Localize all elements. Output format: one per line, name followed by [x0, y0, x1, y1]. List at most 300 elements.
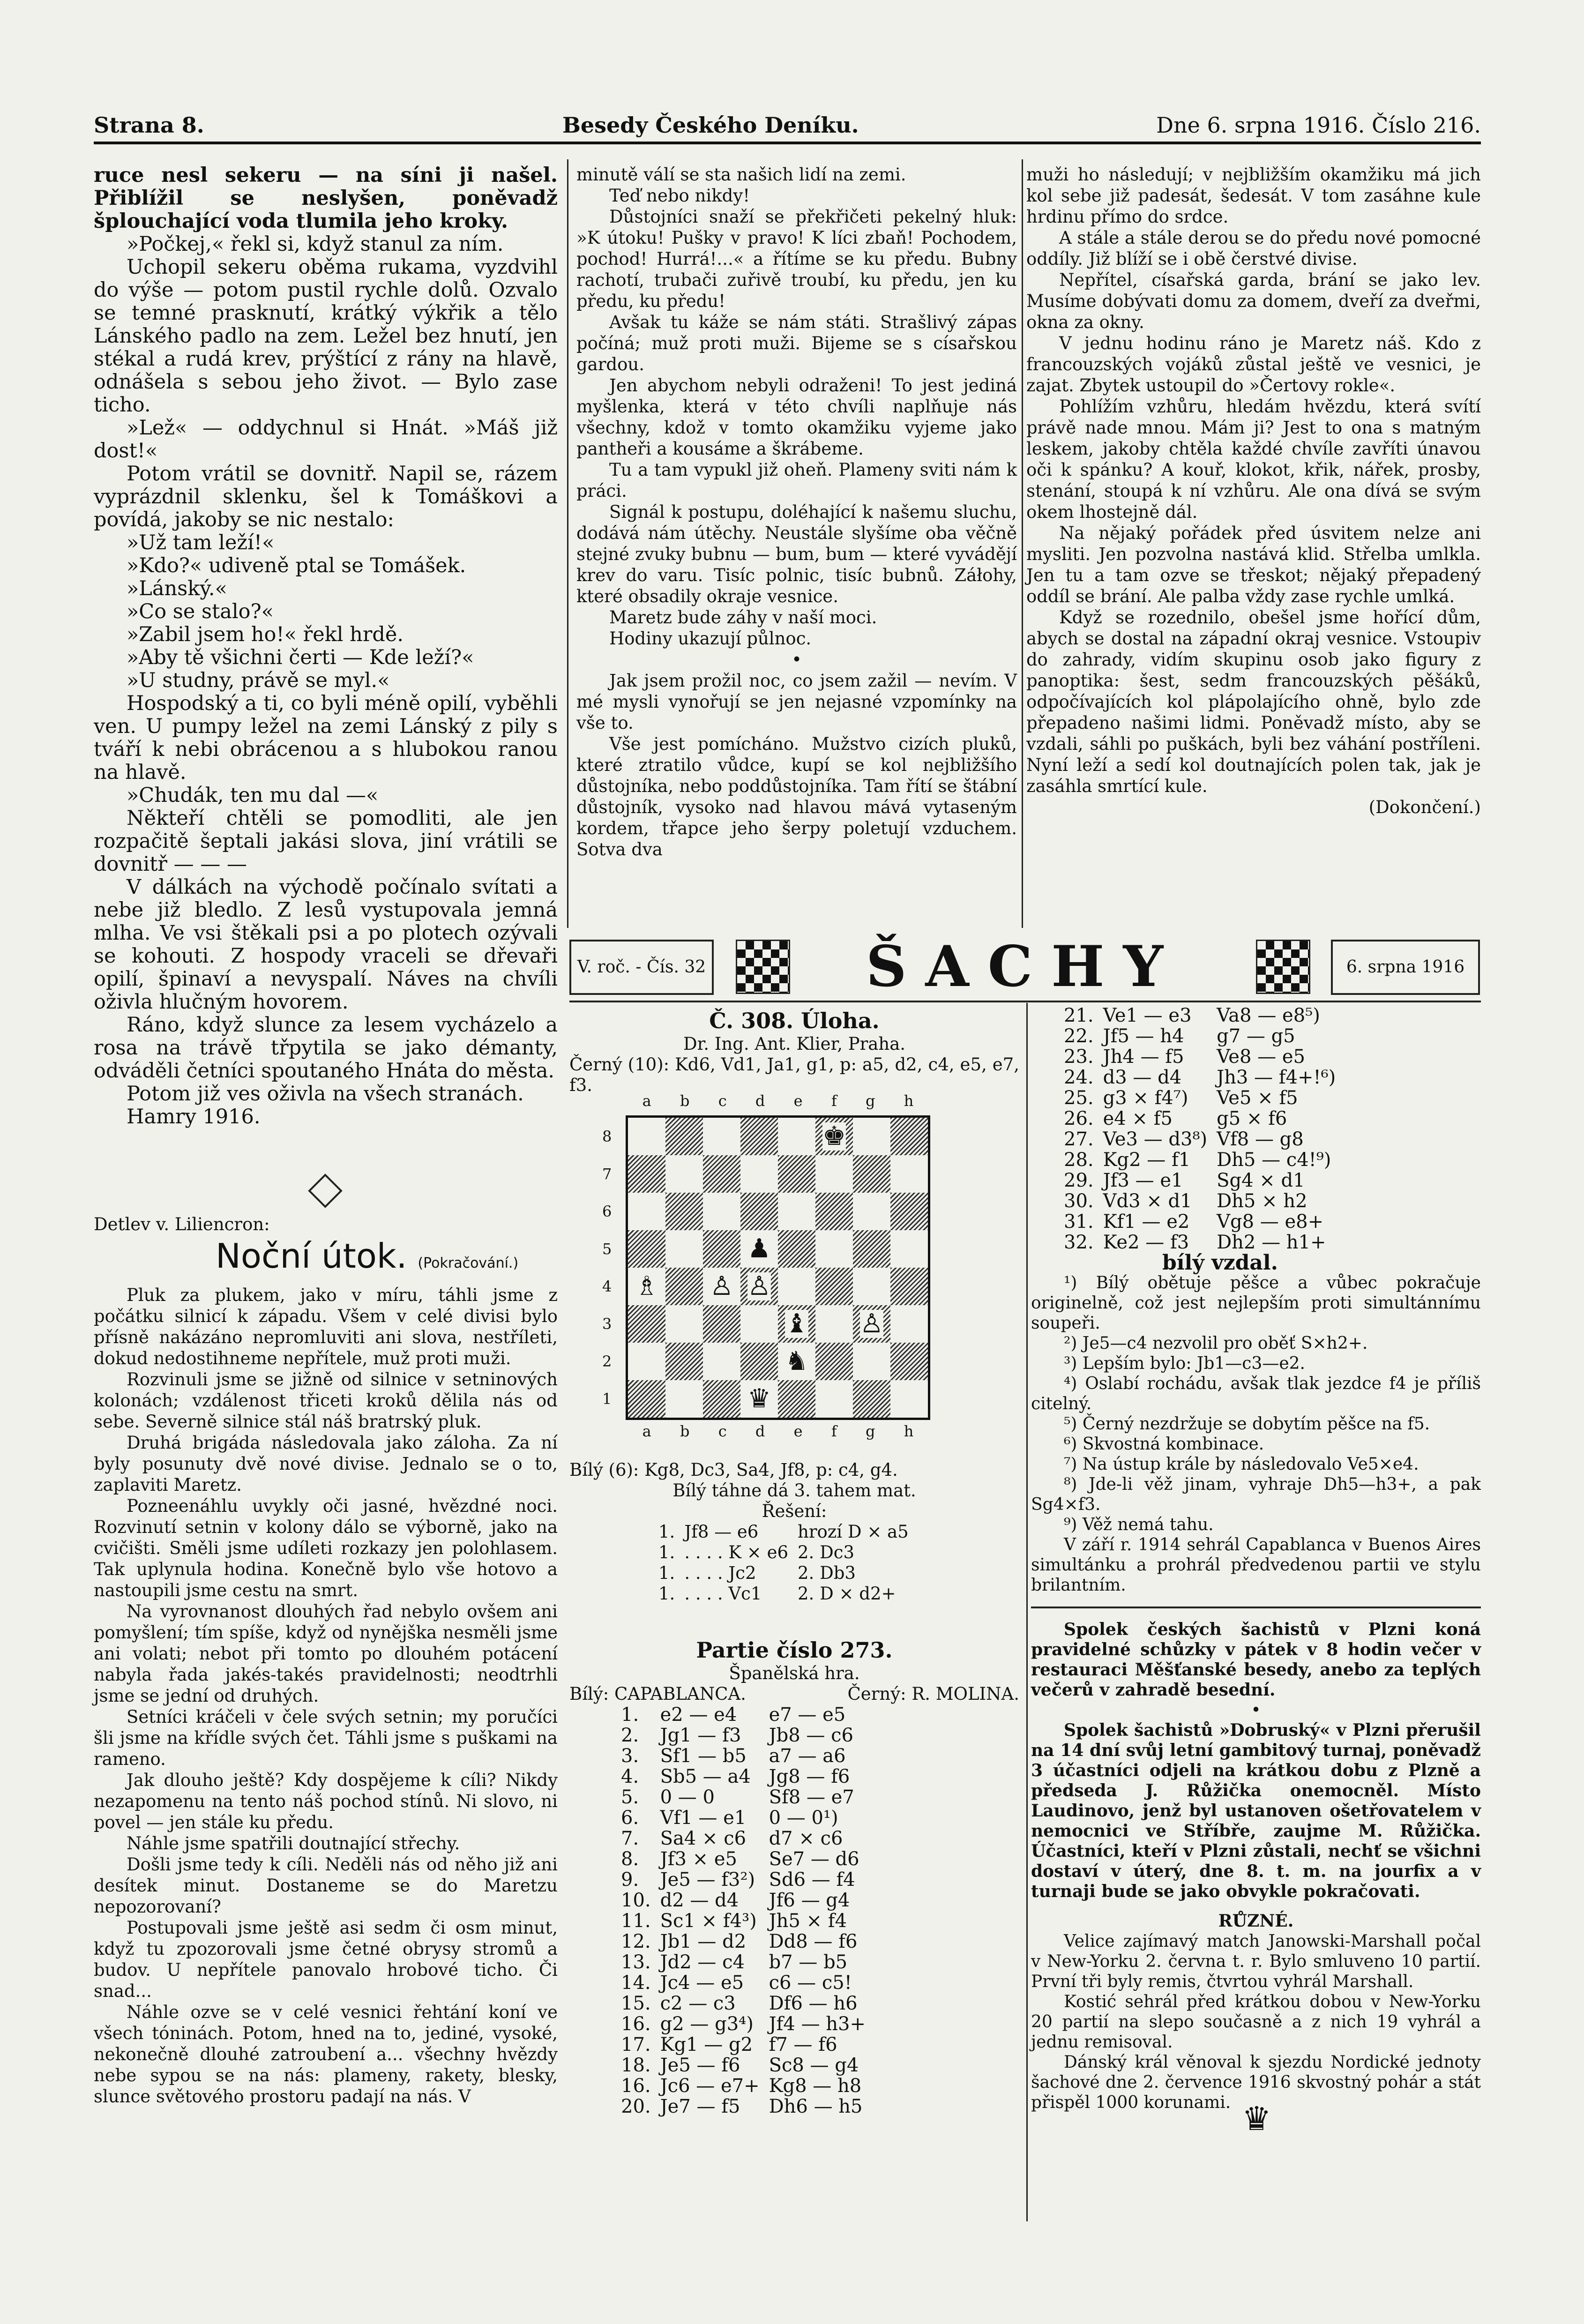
board-square: [628, 1193, 665, 1230]
paragraph: »Počkej,« řekl si, když stanul za ním.: [127, 232, 504, 256]
board-square: [628, 1305, 665, 1343]
move-cell: Jh4 — f5: [1103, 1046, 1184, 1068]
game-white-player: Bílý: CAPABLANCA.: [569, 1684, 746, 1704]
move-cell: 23.: [1064, 1046, 1094, 1068]
move-cell: 1.: [658, 1522, 675, 1542]
paragraph: »Co se stalo?«: [127, 600, 274, 623]
board-square: [853, 1118, 890, 1155]
chess-title: ŠACHY: [866, 934, 1182, 1000]
move-row: [1059, 1067, 1340, 1088]
move-cell: e7 — e5: [769, 1704, 846, 1726]
board-square: [890, 1193, 928, 1230]
chess-problem: [569, 1008, 1019, 1096]
rank-labels: [602, 1118, 612, 1418]
move-row: [616, 2096, 870, 2117]
move-cell: 0 — 0¹): [769, 1807, 838, 1829]
board-square: [665, 1155, 703, 1193]
move-cell: Jb1 — d2: [660, 1931, 747, 1952]
board-square: [740, 1268, 778, 1305]
problem-black-pieces: Černý (10): Kd6, Vd1, Ja1, g1, p: a5, d2, c4, e5, e7, f3.: [569, 1054, 1019, 1095]
chess-piece: ♙: [859, 1308, 884, 1339]
chess-piece: ♝: [785, 1308, 809, 1339]
file-label: a: [642, 1422, 651, 1440]
paragraph: Hodiny ukazují půlnoc.: [609, 628, 812, 649]
move-cell: Va8 — e8⁵): [1217, 1005, 1320, 1026]
paragraph: »U studny, právě se myl.«: [127, 669, 390, 692]
chess-piece: ♚: [822, 1121, 846, 1151]
move-cell: Jf6 — g4: [769, 1890, 850, 1911]
move-cell: Dh5 × h2: [1217, 1190, 1308, 1212]
board-square: [778, 1193, 815, 1230]
game-note: ²) Je5—c4 nezvolil pro oběť S×h2+.: [1064, 1334, 1368, 1353]
misc-item: Velice zajímavý match Janowski-Marshall počal v New-Yorku 2. června t. r. Bylo smluveno 10 partií. První tři byly remis, čtvrtou vyhrál Marshall.: [1031, 1932, 1481, 1991]
solution-title: Řešení:: [762, 1501, 827, 1521]
move-cell: f7 — f6: [769, 2034, 837, 2055]
paragraph: Rozvinuli jsme se jižně od silnice v setninových kolonách; vzdálenost třiceti kroků dělila nás od sebe. Severně silnice stál náš bratrský pluk.: [94, 1369, 558, 1432]
move-cell: Sb5 — a4: [660, 1766, 751, 1787]
game-note: ⁵) Černý nezdržuje se dobytím pěšce na f5.: [1064, 1414, 1430, 1434]
move-cell: 28.: [1064, 1149, 1094, 1171]
chess-piece: ♙: [710, 1271, 734, 1301]
moves-table: [1059, 1005, 1340, 1253]
chess-problem-footer: [569, 1460, 1019, 2117]
file-label: f: [831, 1092, 837, 1110]
game-note: ⁹) Věž nemá tahu.: [1064, 1515, 1214, 1534]
move-cell: d7 × c6: [769, 1828, 843, 1849]
move-cell: Vf8 — g8: [1217, 1128, 1304, 1150]
board-square: [815, 1155, 853, 1193]
chessboard: [626, 1115, 930, 1420]
crown-icon: ♛: [1242, 2100, 1271, 2138]
board-square: [703, 1193, 740, 1230]
paragraph: Postupovali jsme ještě asi sedm či osm minut, když tu zpozorovali jsme četné obrysy stromů a budov. U nepřítele panovalo hrobové ticho. Či snad...: [94, 1918, 558, 2001]
move-cell: 31.: [1064, 1211, 1094, 1233]
move-row: [616, 1766, 870, 1787]
story-continued: [576, 164, 1017, 860]
move-cell: g7 — g5: [1217, 1025, 1295, 1047]
move-row: [654, 1584, 913, 1604]
chess-section-header: [569, 935, 1481, 998]
game-opening: Španělská hra.: [729, 1663, 860, 1683]
story-noční-útok: [94, 1214, 558, 2107]
move-cell: Jg8 — f6: [769, 1766, 850, 1787]
board-square: [778, 1118, 815, 1155]
move-cell: Jf4 — h3+: [769, 2013, 866, 2035]
rank-label: 1: [602, 1390, 612, 1408]
story-note: (Pokračování.): [418, 1255, 519, 1271]
game-note: ⁶) Skvostná kombinace.: [1064, 1435, 1264, 1454]
paragraph: Avšak tu káže se nám státi. Strašlivý zápas počíná; muž proti muži. Bijeme se s císařskou gardou.: [576, 312, 1017, 374]
board-square: [778, 1230, 815, 1268]
column-rule: [567, 159, 568, 928]
move-cell: . . . . Jc2: [684, 1563, 756, 1583]
misc-item: Dánský král věnoval k sjezdu Nordické jednoty šachové dne 2. července 1916 skvostný pohár a stát přispěl 1000 korunami.: [1031, 2053, 1481, 2112]
paragraph: Potom již ves oživla na všech stranách.: [127, 1082, 524, 1106]
paragraph: Jak dlouho ještě? Kdy dospějeme k cíli? Nikdy nezapomenu na tento náš pochod stínů. Ni slovo, ni povel — jen stále ku předu.: [94, 1770, 558, 1832]
move-row: [616, 1725, 870, 1746]
rank-label: 4: [602, 1278, 612, 1295]
story-ending-note: (Dokončení.): [1368, 797, 1481, 817]
board-square: [628, 1230, 665, 1268]
paragraph: Vše jest pomícháno. Mužstvo cizích pluků, které ztratilo vůdce, kupí se kol nejbližšího důstojníka, nebo poddůstojníka. Tam řítí se štábní důstojník, vysoko nad hlavou mává vytaseným kordem, třapce jeho šerpy poletují vzduchem. Sotva dva: [576, 734, 1017, 859]
move-cell: Kg2 — f1: [1103, 1149, 1191, 1171]
file-label: a: [642, 1092, 651, 1110]
move-row: [654, 1542, 913, 1563]
move-cell: 10.: [621, 1890, 651, 1911]
move-cell: Sf8 — e7: [769, 1786, 854, 1808]
board-square: [665, 1343, 703, 1380]
newspaper-title: Besedy Českého Deníku.: [562, 112, 859, 138]
move-row: [616, 1952, 870, 1973]
board-square: [665, 1305, 703, 1343]
file-label: g: [865, 1092, 875, 1110]
board-square: [890, 1343, 928, 1380]
game-note: ¹) Bílý obětuje pěšce a vůbec pokračuje originelně, což jest nejlepším proti simultánnímu soupeři.: [1031, 1273, 1481, 1333]
move-cell: Jf8 — e6: [684, 1522, 759, 1542]
paragraph: Na nějaký pořádek před úsvitem nelze ani mysliti. Jen pozvolna nastává klid. Střelba umlkla. Jen tu a tam ozve se třeskot; nějaký přepadený oddíl se brání. Ale palba vždy zase rychle umlká.: [1026, 523, 1481, 606]
rank-label: 3: [602, 1315, 612, 1333]
move-cell: Ve1 — e3: [1103, 1005, 1192, 1026]
board-square: [703, 1118, 740, 1155]
chess-piece: ♟: [747, 1233, 771, 1264]
move-cell: 14.: [621, 1972, 651, 1994]
move-cell: 17.: [621, 2034, 651, 2055]
story-ending: [94, 164, 558, 1128]
move-cell: a7 — a6: [769, 1745, 846, 1767]
board-square: [815, 1305, 853, 1343]
board-square: [628, 1268, 665, 1305]
move-cell: 32.: [1064, 1232, 1094, 1253]
board-square: [853, 1380, 890, 1418]
board-square: [740, 1193, 778, 1230]
paragraph: »Lež« — oddychnul si Hnát. »Máš již dost!«: [94, 416, 558, 463]
news-item: Spolek českých šachistů v Plzni koná pravidelné schůzky v pátek v 8 hodin večer v restauraci Měšťanské besedy, anebo za teplých večerů v zahradě besední.: [1031, 1620, 1481, 1700]
move-cell: 12.: [621, 1931, 651, 1952]
board-square: [890, 1268, 928, 1305]
divider: [1031, 1607, 1481, 1608]
paragraph: Nepřítel, císařská garda, brání se jako lev. Musíme dobývati domu za domem, dveří za dveřmi, okna za okny.: [1026, 270, 1481, 332]
move-cell: 6.: [621, 1807, 639, 1829]
board-square: [628, 1380, 665, 1418]
board-square: [853, 1155, 890, 1193]
move-cell: Jf3 × e5: [660, 1848, 737, 1870]
file-label: c: [718, 1092, 727, 1110]
board-square: [890, 1155, 928, 1193]
board-square: [853, 1268, 890, 1305]
file-labels: [628, 1092, 928, 1110]
board-square: [703, 1343, 740, 1380]
move-row: [616, 1973, 870, 1993]
game-note: ⁴) Oslabí rochádu, avšak tlak jezdce f4 je příliš citelný.: [1031, 1374, 1481, 1413]
move-cell: Sd6 — f4: [769, 1869, 855, 1891]
paragraph: »Kdo?« udiveně ptal se Tomášek.: [127, 554, 466, 577]
move-cell: Je5 — f6: [660, 2055, 740, 2076]
move-cell: 11.: [621, 1910, 651, 1932]
board-square: [853, 1193, 890, 1230]
solution-table: [654, 1522, 913, 1604]
move-cell: d3 — d4: [1103, 1067, 1182, 1088]
game-result: bílý vzdal.: [1162, 1251, 1278, 1275]
paragraph: Pozneenáhlu uvykly oči jasné, hvězdné noci. Rozvinutí setnin v kolony dálo se výborně, jako na cvičišti. Směli jsme udíleti rozkazy jen polohlasem. Tak uplynula hodina. Konečně bylo vše hotovo a nastoupili jsme cestu na smrt.: [94, 1496, 558, 1600]
board-square: [815, 1380, 853, 1418]
move-row: [1059, 1129, 1340, 1150]
move-cell: 1.: [658, 1584, 675, 1604]
paragraph: Když se rozednilo, obešel jsme hořící dům, abych se dostal na západní okraj vesnice. Vstoupiv do zahrady, vidím skupinu osob jako figury z panoptika: šest, sedm francouzských pěšáků, odpočívajících kol plápolajícího ohně, bylo zde přepadeno našimi lidmi. Poněvadž místo, aby se vzdali, sáhli po puškách, byli bez váhání postříleni. Nyní leží a sedí kol doutnajících polen tak, jak je zasáhla smrtící kule.: [1026, 607, 1481, 796]
board-square: [740, 1380, 778, 1418]
paragraph: Tu a tam vypukl již oheň. Plameny sviti nám k práci.: [576, 460, 1017, 501]
problem-white-pieces: Bílý (6): Kg8, Dc3, Sa4, Jf8, p: c4, g4.: [569, 1460, 898, 1480]
paragraph: Hospodský a ti, co byli méně opilí, vyběhli ven. U pumpy ležel na zemi Lánský z pily s tváří k nebi obrácenou a s hlubokou ranou na hlavě.: [94, 692, 558, 784]
file-label: f: [831, 1422, 837, 1440]
move-cell: Sc1 × f4³): [660, 1910, 757, 1932]
chess-diagram: [600, 1092, 928, 1448]
file-label: d: [755, 1092, 765, 1110]
story-author: Detlev v. Liliencron:: [94, 1214, 270, 1234]
move-cell: Jg1 — f3: [660, 1725, 741, 1746]
paragraph: Druhá brigáda následovala jako záloha. Za ní byly posunuty dvě nové divise. Jednalo se o to, zaplaviti Maretz.: [94, 1433, 558, 1495]
chessboard-icon: [736, 940, 790, 994]
board-square: [853, 1305, 890, 1343]
paragraph: Někteří chtěli se pomodliti, ale jen rozpačitě šeptali jakási slova, jiní vrátili se dovnitř — — —: [94, 807, 558, 876]
page-header: [94, 109, 1481, 144]
move-cell: Dh6 — h5: [769, 2096, 863, 2117]
move-cell: Kg1 — g2: [660, 2034, 753, 2055]
move-row: [1059, 1108, 1340, 1129]
move-cell: Je5 — f3²): [660, 1869, 755, 1891]
move-cell: hrozí D × a5: [798, 1522, 909, 1542]
date-issue: Dne 6. srpna 1916. Číslo 216.: [1156, 112, 1481, 138]
move-cell: 9.: [621, 1869, 639, 1891]
paragraph: Náhle jsme spatřili doutnající střechy.: [127, 1833, 460, 1853]
file-label: b: [680, 1422, 690, 1440]
problem-author: Dr. Ing. Ant. Klier, Praha.: [683, 1034, 906, 1054]
paragraph: Jen abychom nebyli odraženi! To jest jediná myšlenka, která v této chvíli naplňuje nás všechny, kdož v tomto okamžiku vyjeme jako pantheři a kousáme a škrábeme.: [576, 375, 1017, 459]
misc-item: Kostić sehrál před krátkou dobou v New-Yorku 20 partií na slepo současně a z nich 19 vyhrál a jednu remisoval.: [1031, 1992, 1481, 2052]
move-cell: e2 — e4: [660, 1704, 737, 1726]
move-row: [1059, 1088, 1340, 1108]
problem-title: Č. 308. Úloha.: [709, 1008, 880, 1033]
move-row: [616, 1828, 870, 1849]
paragraph: ruce nesl sekeru — na síni ji našel. Přiblížil se neslyšen, poněvadž šplouchající voda tlumila jeho kroky.: [94, 164, 558, 233]
move-cell: g2 — g3⁴): [660, 2013, 754, 2035]
file-labels: [628, 1422, 928, 1440]
move-cell: Jc4 — e5: [660, 1972, 744, 1994]
rank-label: 5: [602, 1240, 612, 1258]
paragraph: minutě válí se sta našich lidí na zemi.: [576, 164, 906, 185]
move-row: [616, 1704, 870, 1725]
chessboard-icon: [1256, 940, 1310, 994]
move-row: [654, 1563, 913, 1584]
paragraph: Pohlížím vzhůru, hledám hvězdu, která svítí právě nade mnou. Mám ji? Jest to ona s matným leskem, jakoby chtěla každé chvíle zavříti únavou oči k spánku? A kouř, klokot, křik, nářek, prosby, stenání, stoupá k ní vzhůru. Ale ona dívá se svým okem lhostejně dál.: [1026, 396, 1481, 522]
move-row: [1059, 1046, 1340, 1067]
paragraph: »Lánský.«: [127, 577, 227, 600]
move-cell: . . . . Vc1: [684, 1584, 762, 1604]
move-cell: Se7 — d6: [769, 1848, 859, 1870]
paragraph: V jednu hodinu ráno je Maretz náš. Kdo z francouzských vojáků zůstal ještě ve vesnici, je zajat. Zbytek ustoupil do »Čertovy rokle«.: [1026, 333, 1481, 396]
move-row: [1059, 1150, 1340, 1170]
move-cell: Df6 — h6: [769, 1993, 858, 2014]
move-cell: 1.: [621, 1704, 639, 1726]
game-note: V září r. 1914 sehrál Capablanca v Buenos Aires simultánku a prohrál předvedenou partii ve stylu brilantním.: [1031, 1535, 1481, 1595]
game-note: ⁷) Na ústup krále by následovalo Ve5×e4.: [1064, 1455, 1419, 1474]
paragraph: V dálkách na východě počínalo svítati a nebe již bledlo. Z lesů vystupovala jemná mlha. Ve vsi štěkali psi a po plotech ozývali se kohouti. Z hospody vraceli se dřevaři opilí, špinaví a nevyspalí. Náves na chvíli oživla hlučným hovorem.: [94, 875, 558, 1014]
paragraph: Signál k postupu, doléhající k našemu sluchu, dodává nám útěchy. Neustále slyšíme oba věčně stejné zvuky bubnu — bum, bum — které vyvádějí krev do varu. Tisíc polnic, tisíc bubnů. Záłohy, které obsadily okraje vesnice.: [576, 502, 1017, 606]
paragraph: Důstojníci snaží se překřičeti pekelný hluk: »K útoku! Pušky v pravo! K líci zbaň! Pochodem, pochod! Hurrá!...« a řítíme se ku předu. Bubny rachotí, trubači zuřivě troubí, ku předu, jen ku předu, ku předu!: [576, 207, 1017, 311]
separator: •: [792, 650, 802, 670]
board-square: [778, 1343, 815, 1380]
move-cell: Ve3 — d3⁸): [1103, 1128, 1208, 1150]
paragraph: »Zabil jsem ho!« řekl hrdě.: [127, 623, 404, 646]
board-square: [778, 1155, 815, 1193]
game-note: ³) Lepším bylo: Jb1—c3—e2.: [1064, 1354, 1305, 1373]
paragraph: Maretz bude záhy v naší moci.: [609, 607, 877, 628]
move-cell: 29.: [1064, 1170, 1094, 1191]
move-cell: Dh2 — h1+: [1217, 1232, 1326, 1253]
move-row: [616, 1993, 870, 2014]
move-cell: 20.: [621, 2096, 651, 2117]
move-row: [654, 1522, 913, 1542]
separator: •: [1251, 1701, 1261, 1720]
paragraph: Náhle ozve se v celé vesnici řehtání koní ve všech tóninách. Potom, hned na to, jediné, vysoké, nekonečně dlouhé zatroubení a... všechny hvězdy nebe sypou se na nás: plameny, rakety, blesky, slunce světového prostoru padají na nás. V: [94, 2002, 558, 2107]
move-cell: 25.: [1064, 1087, 1094, 1109]
board-square: [815, 1118, 853, 1155]
move-cell: Je7 — f5: [660, 2096, 740, 2117]
game-notes: [1031, 1273, 1481, 1595]
move-row: [1059, 1211, 1340, 1232]
move-cell: 2.: [621, 1725, 639, 1746]
move-cell: Vg8 — e8+: [1217, 1211, 1324, 1233]
move-cell: 1.: [658, 1542, 675, 1562]
move-row: [616, 1931, 870, 1952]
move-cell: 27.: [1064, 1128, 1094, 1150]
move-row: [616, 1849, 870, 1869]
move-cell: Dh5 — c4!⁹): [1217, 1149, 1331, 1171]
chess-volume: V. roč. - Čís. 32: [569, 940, 714, 995]
board-square: [740, 1155, 778, 1193]
move-cell: 8.: [621, 1848, 639, 1870]
rank-label: 6: [602, 1203, 612, 1220]
board-square: [740, 1305, 778, 1343]
move-cell: 21.: [1064, 1005, 1094, 1026]
move-cell: 13.: [621, 1951, 651, 1973]
paragraph: »Už tam leží!«: [127, 531, 275, 554]
file-label: h: [904, 1092, 914, 1110]
move-cell: 2. Db3: [798, 1563, 856, 1583]
board-square: [628, 1343, 665, 1380]
board-square: [703, 1380, 740, 1418]
move-cell: 15.: [621, 1993, 651, 2014]
file-label: b: [680, 1092, 690, 1110]
move-cell: 4.: [621, 1766, 639, 1787]
move-cell: 30.: [1064, 1190, 1094, 1212]
move-cell: Kg8 — h8: [769, 2075, 862, 2097]
move-cell: e4 × f5: [1103, 1108, 1173, 1129]
board-square: [815, 1193, 853, 1230]
paragraph: Ráno, když slunce za lesem vycházelo a rosa na trávě třpytila se jako démanty, odváděli četníci spoutaného Hnáta do města.: [94, 1013, 558, 1083]
file-label: h: [904, 1422, 914, 1440]
game-note: ⁸) Jde-li věž jinam, vyhraje Dh5—h3+, a pak Sg4×f3.: [1031, 1475, 1481, 1514]
board-square: [665, 1380, 703, 1418]
move-cell: Jf3 — e1: [1103, 1170, 1183, 1191]
move-cell: 16.: [621, 2075, 651, 2097]
board-square: [703, 1230, 740, 1268]
move-cell: d2 — d4: [660, 1890, 739, 1911]
board-square: [778, 1380, 815, 1418]
board-square: [815, 1268, 853, 1305]
move-cell: Sg4 × d1: [1217, 1170, 1305, 1191]
move-row: [616, 2014, 870, 2034]
move-cell: . . . . K × e6: [684, 1542, 789, 1562]
move-cell: 22.: [1064, 1025, 1094, 1047]
board-square: [890, 1230, 928, 1268]
page-number: Strana 8.: [94, 112, 204, 138]
board-square: [740, 1343, 778, 1380]
paragraph: Na vyrovnanost dlouhých řad nebylo ovšem ani pomyšlení; tím spíše, když od nynějška nesměli jsme ani volati; nebot při tomto po dlouhém potácení nabyla řada jakés-takés pravidelnosti; neodtrhli jsme se jední od druhých.: [94, 1601, 558, 1706]
move-row: [616, 2076, 870, 2096]
move-cell: g5 × f6: [1217, 1108, 1287, 1129]
board-square: [853, 1230, 890, 1268]
paragraph: Teď nebo nikdy!: [609, 186, 750, 206]
chess-piece: ♗: [635, 1271, 659, 1301]
board-square: [890, 1118, 928, 1155]
file-label: e: [793, 1092, 803, 1110]
move-row: [1059, 1170, 1340, 1191]
board-square: [815, 1343, 853, 1380]
move-cell: Ke2 — f3: [1103, 1232, 1189, 1253]
column-rule: [1026, 1003, 1028, 2221]
move-cell: 3.: [621, 1745, 639, 1767]
chess-piece: ♙: [747, 1271, 771, 1301]
move-row: [616, 1787, 870, 1808]
file-label: d: [755, 1422, 765, 1440]
move-cell: 18.: [621, 2055, 651, 2076]
rank-label: 8: [602, 1128, 612, 1145]
move-cell: Sa4 × c6: [660, 1828, 747, 1849]
column-rule: [1022, 159, 1023, 928]
move-cell: Jd2 — c4: [660, 1951, 745, 1973]
move-cell: 0 — 0: [660, 1786, 715, 1808]
board-square: [778, 1268, 815, 1305]
paragraph: »Aby tě všichni čerti — Kde leží?«: [127, 646, 474, 669]
paragraph: Pluk za plukem, jako v míru, táhli jsme z počátku silnicí k západu. Všem v celé divisi bylo přísně nakázáno nepromluviti ani slova, nestříleti, dokud nedostihneme nepřítele, muž proti muži.: [94, 1285, 558, 1368]
move-cell: 5.: [621, 1786, 639, 1808]
ornament-diamond-icon: [308, 1173, 343, 1208]
problem-task: Bílý táhne dá 3. tahem mat.: [672, 1480, 916, 1501]
file-label: e: [793, 1422, 803, 1440]
move-row: [1059, 1026, 1340, 1046]
board-square: [703, 1268, 740, 1305]
move-row: [1059, 1005, 1340, 1026]
moves-table: [616, 1704, 870, 2117]
move-cell: Jh5 × f4: [769, 1910, 847, 1932]
chess-piece: ♛: [747, 1383, 771, 1414]
divider: [569, 1001, 1481, 1002]
move-row: [616, 2055, 870, 2076]
board-square: [740, 1118, 778, 1155]
move-row: [616, 1911, 870, 1931]
file-label: c: [718, 1422, 727, 1440]
file-label: g: [865, 1422, 875, 1440]
misc-title: RŮZNÉ.: [1218, 1911, 1294, 1931]
paragraph: Setníci kráčeli v čele svých setnin; my poručíci šli jsme na křídle svých čet. Táhli jsme s puškami na rameno.: [94, 1707, 558, 1769]
board-square: [665, 1118, 703, 1155]
chess-date: 6. srpna 1916: [1331, 940, 1480, 995]
board-square: [890, 1305, 928, 1343]
move-cell: Vf1 — e1: [660, 1807, 747, 1829]
move-cell: g3 × f4⁷): [1103, 1087, 1188, 1109]
move-cell: Vd3 × d1: [1103, 1190, 1192, 1212]
chess-piece: ♞: [785, 1346, 809, 1376]
